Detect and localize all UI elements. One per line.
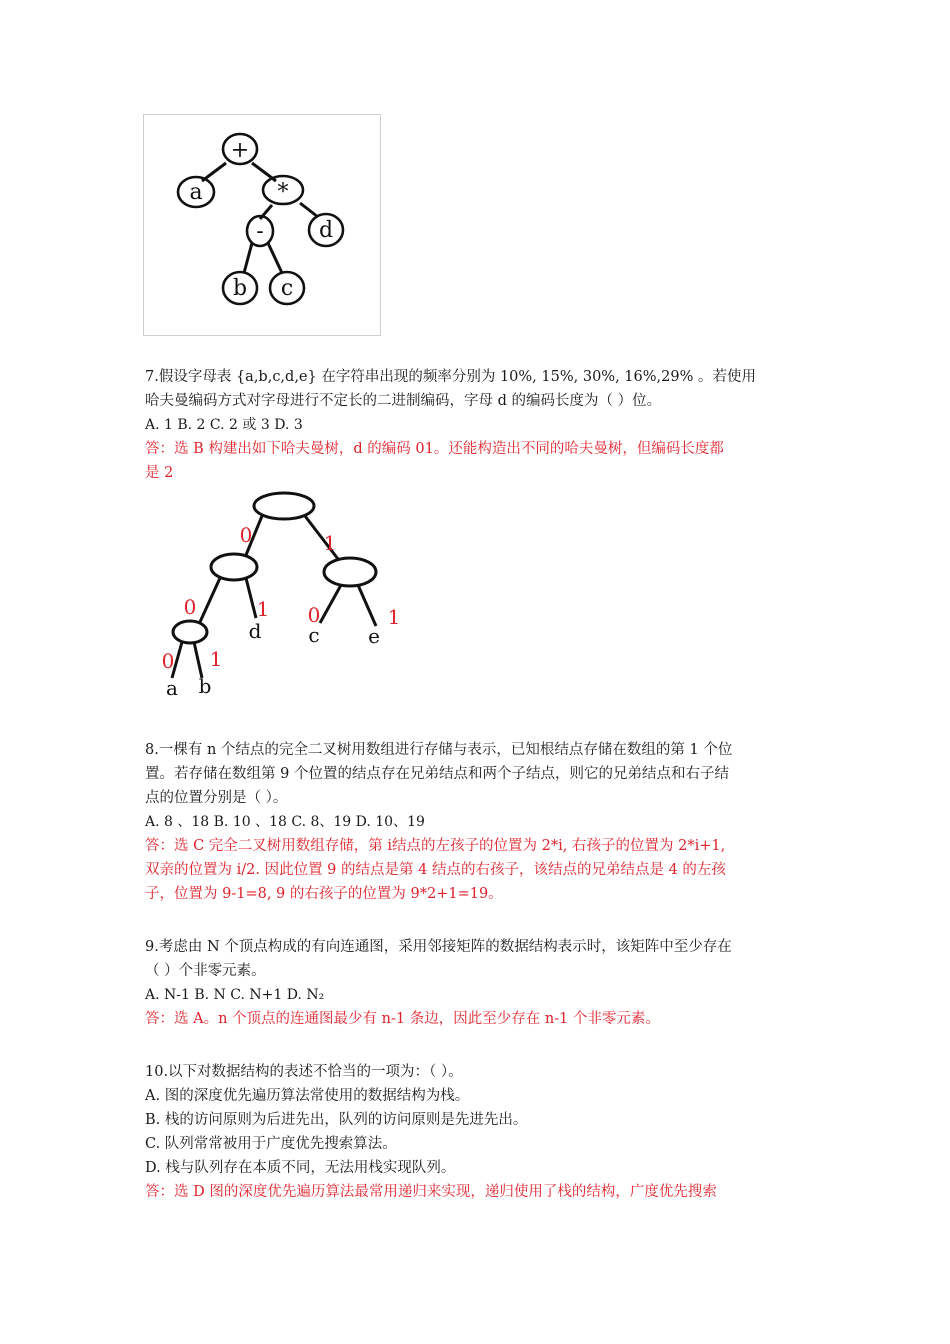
question-8-answer-line-3: 子，位置为 9-1=8, 9 的右孩子的位置为 9*2+1=19。 (145, 886, 503, 902)
tree-node-d: d (318, 218, 334, 243)
question-7 (145, 365, 810, 485)
question-9-answer: 答：选 A。n 个顶点的连通图最少有 n-1 条边，因此至少存在 n-1 个非零元素。 (145, 1011, 660, 1027)
question-8-options: A. 8 、18 B. 10 、18 C. 8、19 D. 10、19 (145, 814, 425, 830)
question-10-stem: 10.以下对数据结构的表述不恰当的一项为：（ ）。 (145, 1064, 463, 1080)
question-8-answer-line-2: 双亲的位置为 i/2. 因此位置 9 的结点是第 4 结点的右孩子，该结点的兄弟结点是 4 的左孩 (145, 862, 726, 878)
edge-label-lowest-left: 0 (161, 649, 175, 673)
tree-node-minus: - (256, 219, 264, 244)
question-10 (145, 1060, 810, 1204)
question-7-text-line-2: 哈夫曼编码方式对字母进行不定长的二进制编码，字母 d 的编码长度为（ ）位。 (145, 393, 662, 409)
edge-label-right-left: 0 (307, 603, 321, 627)
huffman-leaf-c: c (308, 623, 320, 647)
question-7-answer-line-2: 是 2 (145, 465, 174, 481)
expression-tree-svg (144, 115, 380, 335)
question-10-option-a: A. 图的深度优先遍历算法常使用的数据结构为栈。 (145, 1088, 470, 1104)
tree-node-a: a (189, 180, 203, 205)
question-8-answer-line-1: 答：选 C 完全二叉树用数组存储，第 i结点的左孩子的位置为 2*i, 右孩子的位置为 2*i+1, (145, 838, 726, 854)
question-8-text-line-1: 8.一棵有 n 个结点的完全二叉树用数组进行存储与表示，已知根结点存储在数组的第 1 个位 (145, 742, 733, 758)
huffman-tree-figure (158, 490, 418, 702)
edge-label-root-left: 0 (239, 523, 253, 547)
expression-tree-figure (143, 114, 381, 336)
question-8 (145, 738, 810, 906)
question-7-options: A. 1 B. 2 C. 2 或 3 D. 3 (145, 417, 303, 433)
question-9-text-line-1: 9.考虑由 N 个顶点构成的有向连通图，采用邻接矩阵的数据结构表示时，该矩阵中至少存在 (145, 939, 732, 955)
huffman-leaf-e: e (368, 624, 380, 648)
question-9-options: A. N-1 B. N C. N+1 D. N₂ (145, 987, 325, 1003)
question-7-text-line-1: 7.假设字母表 {a,b,c,d,e} 在字符串出现的频率分别为 10%, 15%, 30%, 16%,29% 。若使用 (145, 369, 756, 385)
question-10-option-c: C. 队列常常被用于广度优先搜索算法。 (145, 1136, 397, 1152)
huffman-leaf-d: d (248, 619, 262, 643)
edge-label-left-left: 0 (183, 595, 197, 619)
question-9-text-line-2: （ ）个非零元素。 (145, 963, 266, 979)
question-10-option-b: B. 栈的访问原则为后进先出，队列的访问原则是先进先出。 (145, 1112, 528, 1128)
edge-label-left-right: 1 (256, 597, 270, 621)
huffman-leaf-b: b (198, 674, 212, 698)
edge-label-root-right: 1 (323, 531, 337, 555)
tree-node-times: * (277, 180, 289, 205)
question-10-answer: 答：选 D 图的深度优先遍历算法最常用递归来实现，递归使用了栈的结构，广度优先搜索 (145, 1184, 717, 1200)
tree-node-plus: + (230, 138, 250, 163)
question-10-option-d: D. 栈与队列存在本质不同，无法用栈实现队列。 (145, 1160, 456, 1176)
question-8-text-line-2: 置。若存储在数组第 9 个位置的结点存在兄弟结点和两个子结点，则它的兄弟结点和右子结 (145, 766, 729, 782)
edge-label-right-right: 1 (387, 605, 401, 629)
question-9 (145, 935, 810, 1031)
tree-node-c: c (280, 276, 294, 301)
question-8-text-line-3: 点的位置分别是（ ）。 (145, 790, 288, 806)
tree-node-b: b (232, 276, 248, 301)
huffman-tree-svg (158, 490, 418, 702)
huffman-leaf-a: a (166, 676, 178, 700)
question-7-answer-line-1: 答：选 B 构建出如下哈夫曼树，d 的编码 01。还能构造出不同的哈夫曼树，但编码长度都 (145, 441, 724, 457)
edge-label-lowest-right: 1 (209, 647, 223, 671)
